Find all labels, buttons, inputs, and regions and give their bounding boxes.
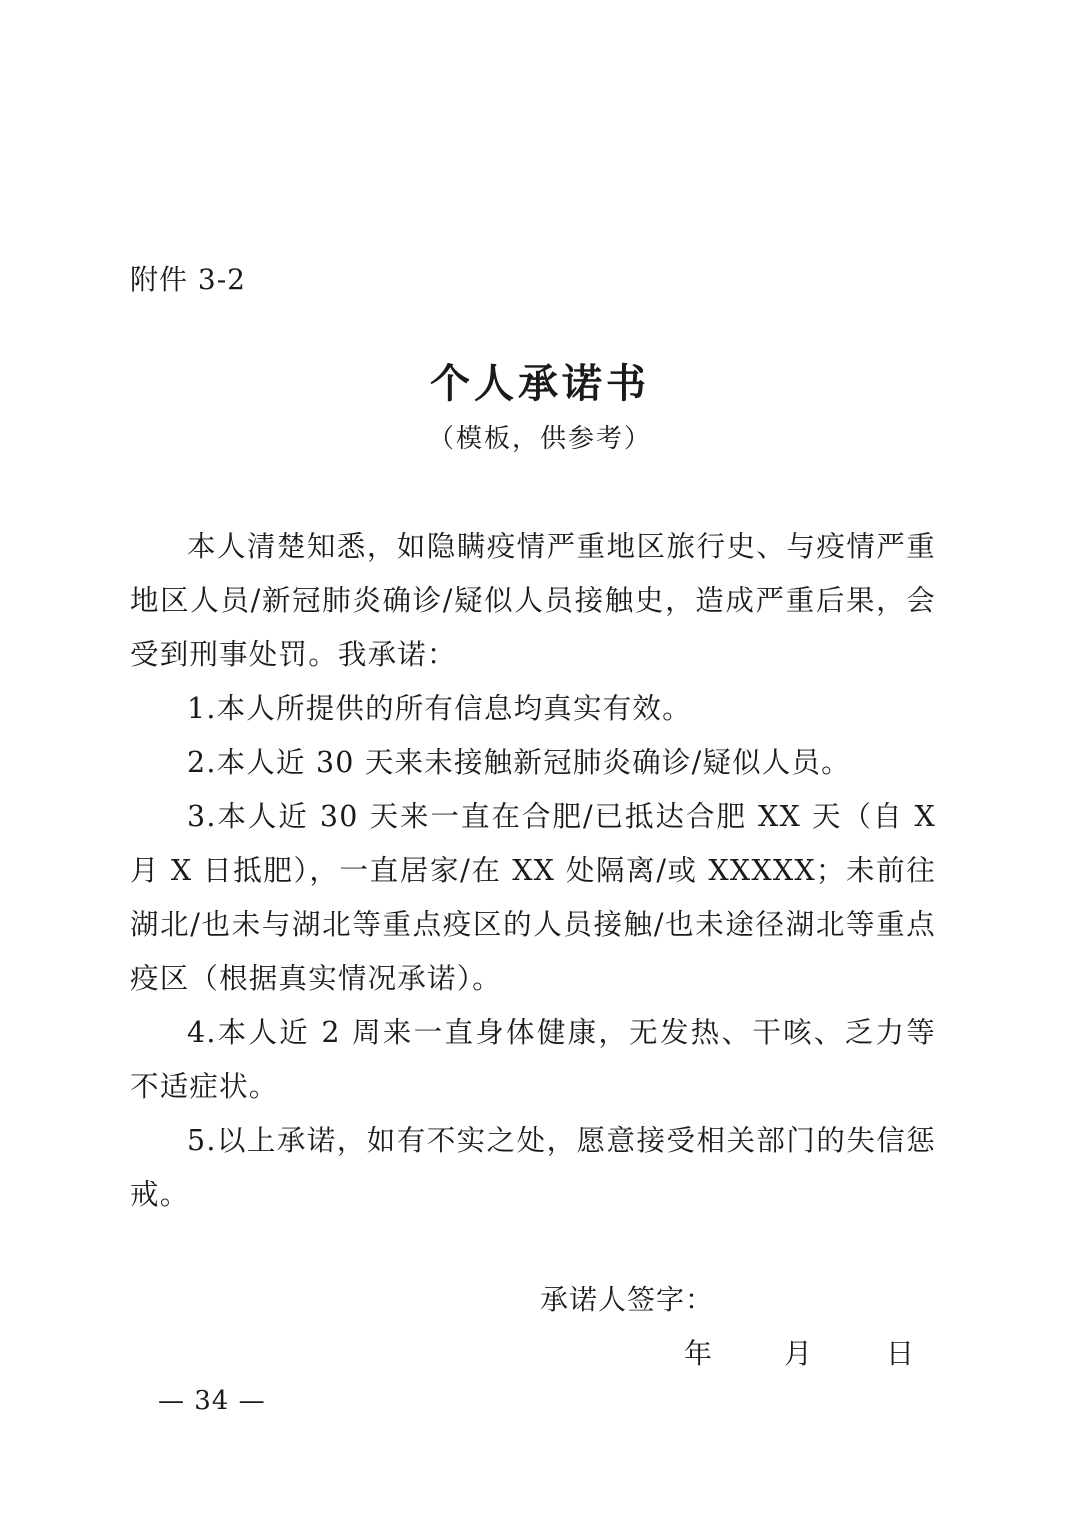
- document-title: 个人承诺书: [430, 360, 650, 407]
- document-subtitle: （模板，供参考）: [427, 424, 652, 454]
- date-year-label: 年: [684, 1337, 713, 1370]
- date-month-label: 月: [784, 1337, 813, 1370]
- pledge-item-5: 5.以上承诺，如有不实之处，愿意接受相关部门的失信惩戒。: [130, 1124, 936, 1211]
- attachment-label: 附件 3-2: [130, 263, 246, 296]
- document-body: [130, 520, 936, 1222]
- date-day-label: 日: [886, 1337, 915, 1370]
- pledge-item-1: 1.本人所提供的所有信息均真实有效。: [187, 692, 692, 725]
- pledge-item-3: 3.本人近 30 天来一直在合肥/已抵达合肥 XX 天（自 X 月 X 日抵肥），一直居家/在 XX 处隔离/或 XXXXX；未前往湖北/也未与湖北等重点疫区的人员接触/也未途径湖北等重点疫区（根据真实情况承诺）。: [130, 800, 936, 995]
- page-number: — 34 —: [158, 1386, 266, 1416]
- pledge-item-4: 4.本人近 2 周来一直身体健康，无发热、干咳、乏力等不适症状。: [130, 1016, 936, 1103]
- intro-paragraph: 本人清楚知悉，如隐瞒疫情严重地区旅行史、与疫情严重地区人员/新冠肺炎确诊/疑似人员接触史，造成严重后果，会受到刑事处罚。我承诺：: [130, 530, 936, 671]
- pledge-item-2: 2.本人近 30 天来未接触新冠肺炎确诊/疑似人员。: [187, 746, 851, 779]
- signature-label: 承诺人签字：: [540, 1283, 715, 1316]
